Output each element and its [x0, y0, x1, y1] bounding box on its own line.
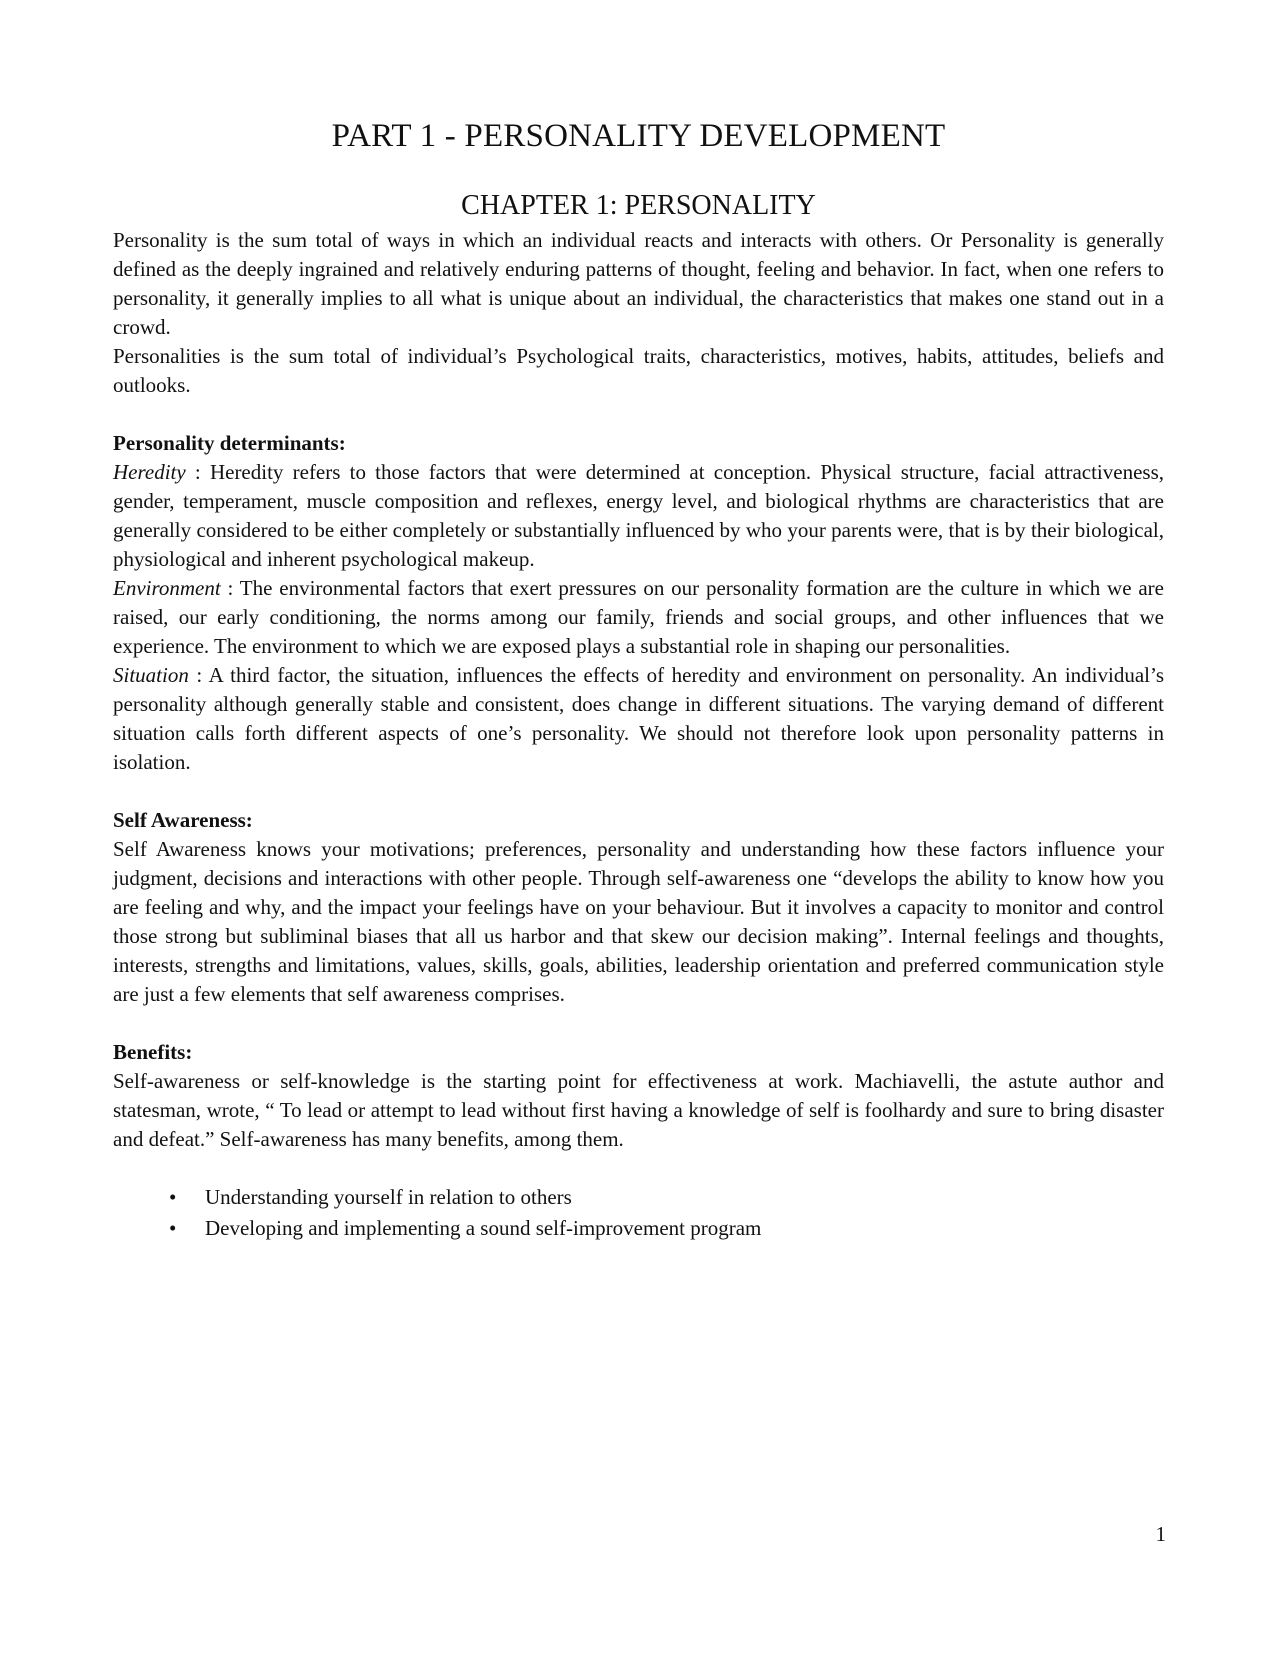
determinant-term: Heredity	[113, 460, 186, 484]
determinant-text: Heredity refers to those factors that were determined at conception. Physical structure, facial attractiveness, gender, temperament, muscle composition and reflexes, energy level, and biological rhythms are characteristics that are generally considered to be either completely or substantially influenced by who your parents were, that is by their biological, physiological and inherent psychological makeup.	[113, 460, 1164, 571]
list-item	[169, 1213, 1164, 1244]
determinant-term: Environment	[113, 576, 221, 600]
determinant-term: Situation	[113, 663, 189, 687]
list-item-text: Understanding yourself in relation to others	[205, 1185, 572, 1209]
determinants-heading: Personality determinants:	[113, 431, 346, 455]
chapter-title: CHAPTER 1: PERSONALITY	[461, 190, 816, 221]
intro-paragraph-1: Personality is the sum total of ways in which an individual reacts and interacts with others. Or Personality is generally defined as the deeply ingrained and relatively enduring patterns of thought, feeling and behavior. In fact, when one refers to personality, it generally implies to all what is unique about an individual, the characteristics that makes one stand out in a crowd.	[113, 228, 1164, 339]
determinant-heredity	[113, 458, 1164, 574]
benefits-list	[113, 1182, 1164, 1244]
benefits-heading: Benefits:	[113, 1040, 193, 1064]
part-title: PART 1 - PERSONALITY DEVELOPMENT	[331, 118, 946, 154]
list-item	[169, 1182, 1164, 1213]
determinant-situation	[113, 661, 1164, 777]
determinant-text: A third factor, the situation, influences the effects of heredity and environment on personality. An individual’s personality although generally stable and consistent, does change in different situations. The varying demand of different situation calls forth different aspects of one’s personality. We should not therefore look upon personality patterns in isolation.	[113, 663, 1164, 774]
list-item-text: Developing and implementing a sound self-improvement program	[205, 1216, 762, 1240]
intro-paragraph-2: Personalities is the sum total of individual’s Psychological traits, characteristics, motives, habits, attitudes, beliefs and outlooks.	[113, 344, 1164, 397]
bullet-icon: •	[169, 1216, 177, 1240]
benefits-paragraph: Self-awareness or self-knowledge is the starting point for effectiveness at work. Machiavelli, the astute author and statesman, wrote, “ To lead or attempt to lead without first having a knowledge of self is foolhardy and sure to bring disaster and defeat.” Self-awareness has many benefits, among them.	[113, 1069, 1164, 1151]
determinant-separator: :	[185, 460, 210, 484]
determinant-separator: :	[188, 663, 209, 687]
determinant-text: The environmental factors that exert pressures on our personality formation are the culture in which we are raised, our early conditioning, the norms among our family, friends and social groups, and other influences that we experience. The environment to which we are exposed plays a substantial role in shaping our personalities.	[113, 576, 1164, 658]
page-number: 1	[1155, 1522, 1166, 1546]
page-content	[113, 110, 1164, 1244]
bullet-icon: •	[169, 1185, 177, 1209]
self-awareness-heading: Self Awareness:	[113, 808, 253, 832]
determinant-environment	[113, 574, 1164, 661]
self-awareness-paragraph: Self Awareness knows your motivations; preferences, personality and understanding how these factors influence your judgment, decisions and interactions with other people. Through self-awareness one “develops the ability to know how you are feeling and why, and the impact your feelings have on your behaviour. But it involves a capacity to monitor and control those strong but subliminal biases that all us harbor and that skew our decision making”. Internal feelings and thoughts, interests, strengths and limitations, values, skills, goals, abilities, leadership orientation and preferred communication style are just a few elements that self awareness comprises.	[113, 837, 1164, 1006]
determinant-separator: :	[220, 576, 240, 600]
